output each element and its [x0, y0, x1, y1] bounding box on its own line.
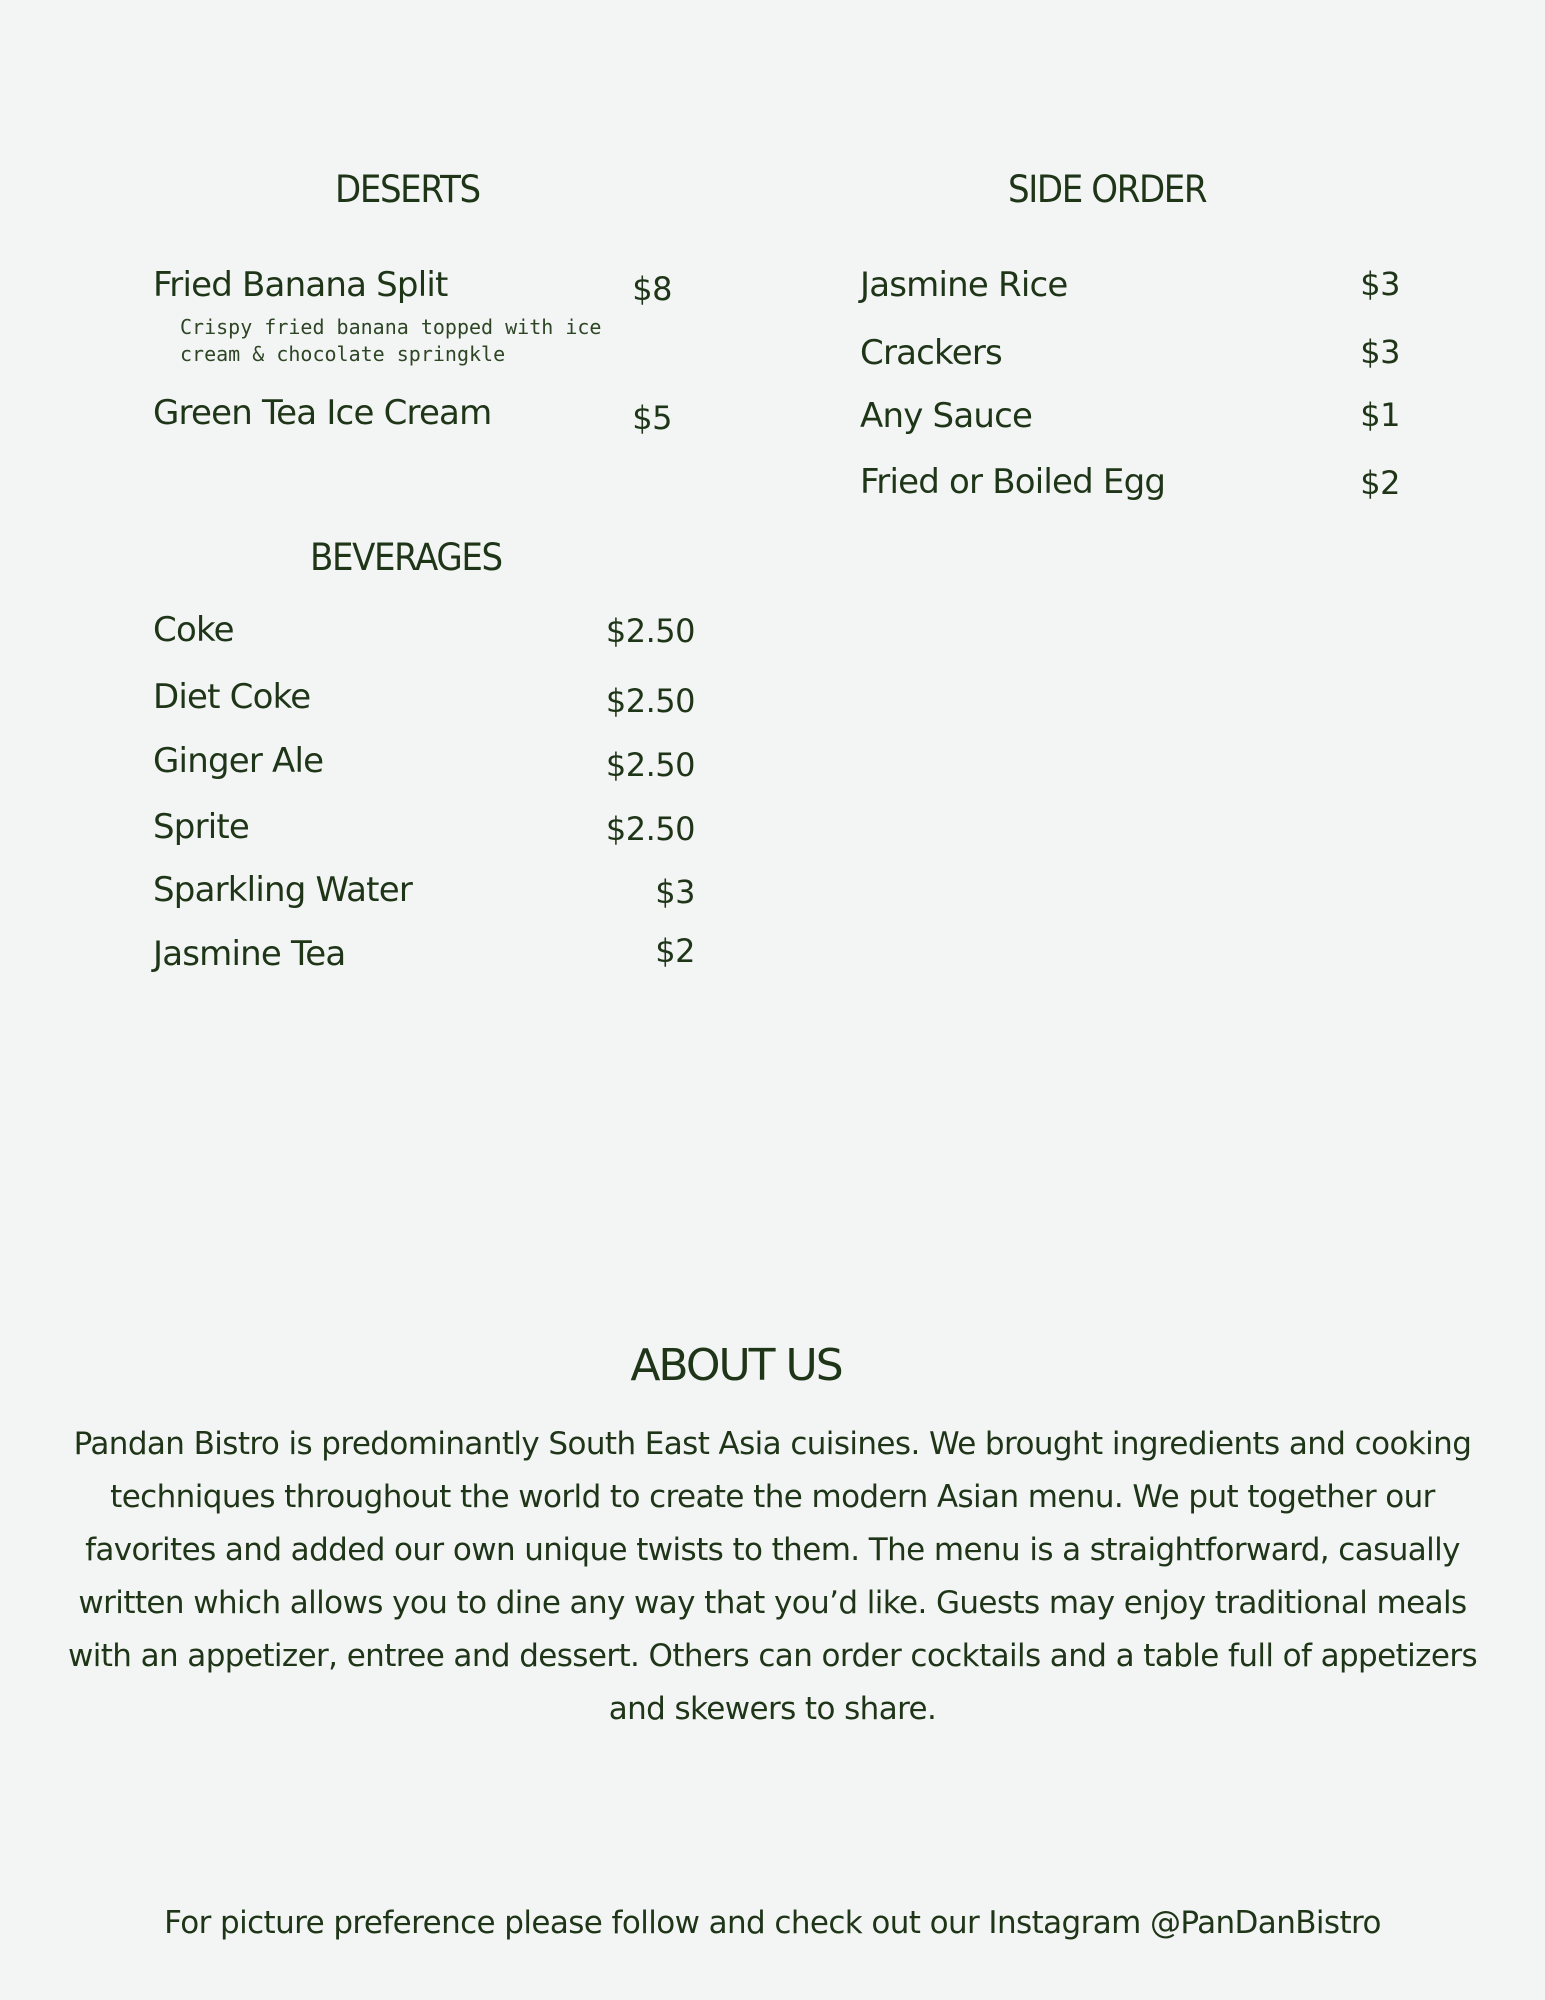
about-us-heading: ABOUT US [630, 1340, 842, 1391]
menu-item-name: Fried Banana Split [153, 265, 448, 305]
menu-item-price: $2 [655, 932, 695, 970]
menu-item-price: $8 [632, 270, 672, 308]
menu-item-name: Jasmine Rice [860, 265, 1068, 305]
menu-item-price: $2.50 [605, 746, 695, 784]
menu-item-price: $5 [632, 399, 672, 437]
menu-item-price: $2 [1360, 464, 1400, 502]
menu-item-name: Green Tea Ice Cream [153, 393, 492, 433]
menu-item-price: $3 [1360, 333, 1400, 371]
menu-item-name: Crackers [860, 333, 1002, 373]
menu-item-price: $2.50 [605, 682, 695, 720]
menu-item-price: $1 [1360, 396, 1400, 434]
menu-item-price: $3 [1360, 265, 1400, 303]
beverages-heading: BEVERAGES [310, 536, 502, 579]
menu-item-name: Coke [153, 610, 234, 650]
menu-item-price: $3 [655, 873, 695, 911]
menu-item-description: Crispy fried banana topped with ice [180, 315, 602, 339]
side-order-heading: SIDE ORDER [1008, 168, 1207, 211]
menu-item-name: Fried or Boiled Egg [860, 462, 1166, 502]
desserts-heading: DESERTS [335, 168, 480, 211]
menu-item-name: Sprite [153, 807, 250, 847]
menu-item-price: $2.50 [605, 810, 695, 848]
menu-item-name: Ginger Ale [153, 741, 324, 781]
about-us-text: Pandan Bistro is predominantly South East Asia cuisines. We brought ingredients and cooking techniques throughout the world to create the modern Asian menu. We put together our favorites and added our own unique twists to them. The menu is a straightforward, casually written which allows you to dine any way that you’d like. Guests may enjoy traditional meals with an appetizer, entree and dessert. Others can order cocktails and a table full of appetizers and skewers to share. [67, 1426, 1478, 1727]
menu-item-name: Any Sauce [860, 396, 1033, 436]
menu-item-name: Jasmine Tea [153, 934, 346, 974]
menu-item-name: Diet Coke [153, 677, 311, 717]
instagram-footer-note: For picture preference please follow and check out our Instagram @PanDanBistro [164, 1905, 1381, 1941]
menu-item-price: $2.50 [605, 612, 695, 650]
menu-item-name: Sparkling Water [153, 870, 413, 910]
menu-item-description: cream & chocolate springkle [180, 342, 506, 366]
